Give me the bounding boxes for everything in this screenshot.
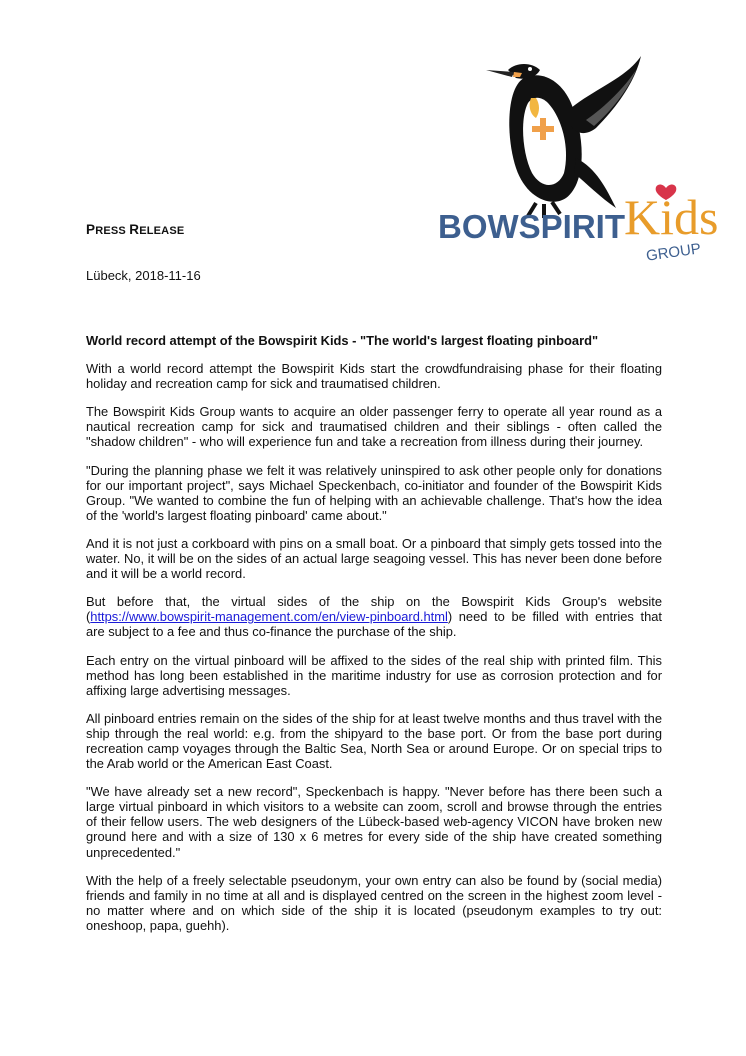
- paragraph-5: But before that, the virtual sides of the ship on the Bowspirit Kids Group's website (https://www.bowspirit-management.com/en/view-pinboard.html) need to be filled with entries that are subject to a fee and thus co-finance the purchase of the ship.: [86, 594, 662, 640]
- paragraph-8: "We have already set a new record", Speckenbach is happy. "Never before has there been such a large virtual pinboard in which visitors to a website can zoom, scroll and browse through the entries of their fellow users. The web designers of the Lübeck-based web-agency VICON have broken new ground here and with a size of 130 x 6 metres for every side of the ship have created something unprecedented.": [86, 784, 662, 860]
- pinboard-link[interactable]: https://www.bowspirit-management.com/en/view-pinboard.html: [90, 609, 448, 625]
- logo-kids-text: Kids: [624, 189, 718, 245]
- paragraph-9: With the help of a freely selectable pseudonym, your own entry can also be found by (social media) friends and family in no time at all and is displayed centred on the screen in the highest zoom level - no matter where and on which side of the ship it is located (pseudonym examples to try out: oneshoop, papa, guehh).: [86, 872, 662, 933]
- logo-group-text: GROUP: [645, 240, 702, 265]
- logo-brand-text: BOWSPIRIT: [438, 208, 625, 245]
- paragraph-4: And it is not just a corkboard with pins on a small boat. Or a pinboard that simply gets tossed into the water. No, it will be on the sides of an actual large seagoing vessel. This has never been done before and it will be a world record.: [86, 535, 662, 582]
- paragraph-2: The Bowspirit Kids Group wants to acquire an older passenger ferry to operate all year round as a nautical recreation camp for sick and traumatised children and their siblings - often called the "shadow children" - who will experience fun and take a recreation from illness during their journey.: [86, 404, 662, 450]
- paragraph-1: With a world record attempt the Bowspirit Kids start the crowdfundraising phase for their floating holiday and recreation camp for sick and traumatised children.: [86, 361, 662, 392]
- paragraph-7: All pinboard entries remain on the sides of the ship for at least twelve months and thus travel with the ship through the real world: e.g. from the shipyard to the base port. Or from the base port during recreation camp voyages through the Baltic Sea, North Sea or around Europe. Or on special trips to the Arab world or the American East Coast.: [86, 710, 662, 772]
- release-date: Lübeck, 2018-11-16: [86, 268, 201, 283]
- bowspirit-kids-group-logo: [436, 48, 718, 266]
- press-release-label: PRESS RELEASE: [86, 222, 185, 237]
- paragraph-3: "During the planning phase we felt it was relatively uninspired to ask other people only for donations for our important project", says Michael Speckenbach, co-initiator and founder of the Bowspirit Kids Group. "We wanted to combine the fun of helping with an achievable challenge. That's how the idea of the 'world's largest floating pinboard' came about.": [86, 462, 662, 523]
- article-body: [86, 333, 662, 946]
- article-headline: World record attempt of the Bowspirit Kids - "The world's largest floating pinboard": [86, 333, 599, 348]
- paragraph-6: Each entry on the virtual pinboard will be affixed to the sides of the real ship with printed film. This method has long been established in the maritime industry for use as corrosion protection and for affixing large advertising messages.: [86, 652, 662, 698]
